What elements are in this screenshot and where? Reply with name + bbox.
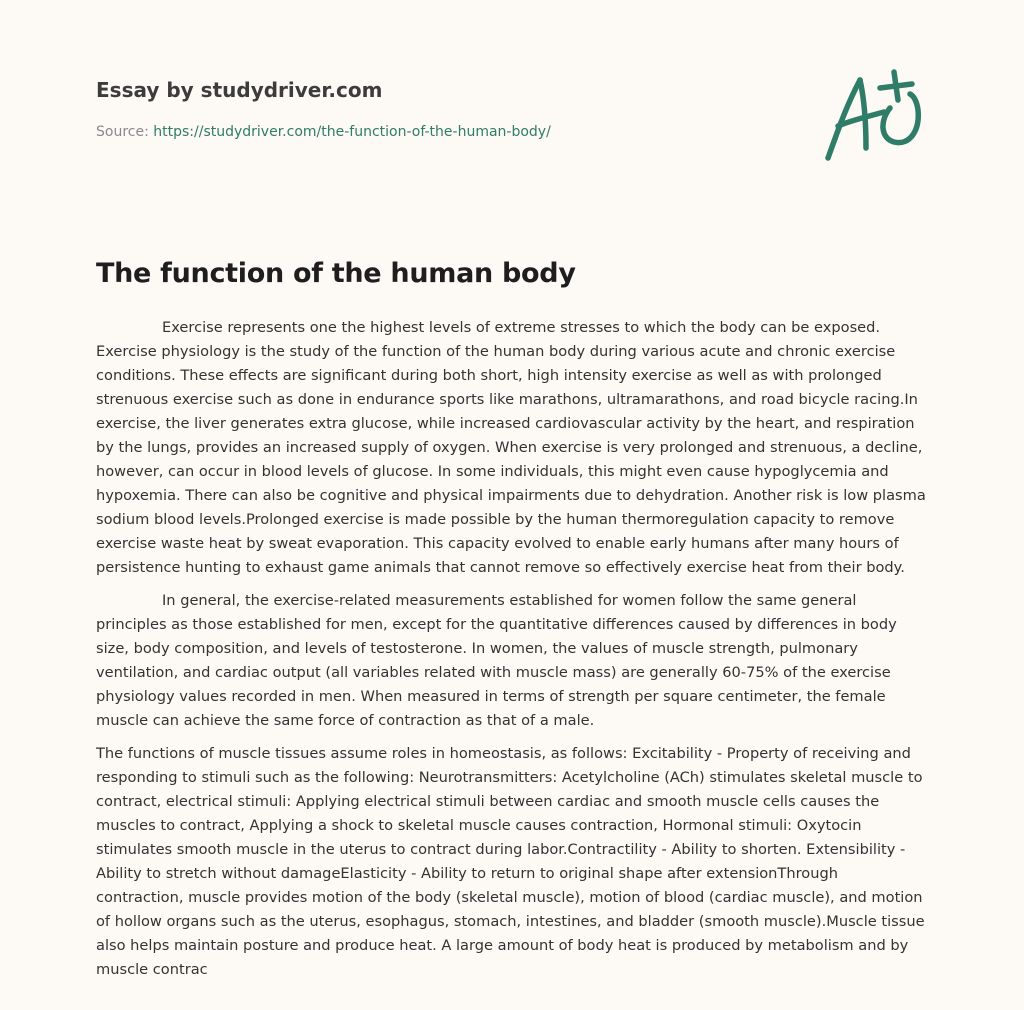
source-line [96, 122, 796, 142]
essay-body [96, 316, 930, 991]
essay-paragraph-3: The functions of muscle tissues assume roles in homeostasis, as follows: Excitability - Property of receiving and responding to stimuli such as the following: Neurotransmitters: Acetylcholine (ACh) stimulates skeletal muscle to contract, electrical stimuli: Applying electrical stimuli between cardiac and smooth muscle cells causes the muscles to contract, Applying a shock to skeletal muscle causes contraction, Hormonal stimuli: Oxytocin stimulates smooth muscle in the uterus to contract during labor.Contractility - Ability to shorten. Extensibility - Ability to stretch without damageElasticity - Ability to return to original shape after extensionThrough contraction, muscle provides motion of the body (skeletal muscle), motion of blood (cardiac muscle), and motion of hollow organs such as the uterus, esophagus, stomach, intestines, and bladder (smooth muscle).Muscle tissue also helps maintain posture and produce heat. A large amount of body heat is produced by metabolism and by muscle contrac [96, 745, 925, 978]
essay-site-title: Essay by studydriver.com [96, 78, 383, 102]
a-plus-logo [818, 66, 930, 166]
essay-paragraph-1: Exercise represents one the highest levels of extreme stresses to which the body can be exposed. Exercise physiology is the study of the function of the human body during various acute and chronic exercise conditions. These effects are significant during both short, high intensity exercise as well as with prolonged strenuous exercise such as done in endurance sports like marathons, ultramarathons, and road bicycle racing.In exercise, the liver generates extra glucose, while increased cardiovascular activity by the heart, and respiration by the lungs, provides an increased supply of oxygen. When exercise is very prolonged and strenuous, a decline, however, can occur in blood levels of glucose. In some individuals, this might even cause hypoglycemia and hypoxemia. There can also be cognitive and physical impairments due to dehydration. Another risk is low plasma sodium blood levels.Prolonged exercise is made possible by the human thermoregulation capacity to remove exercise waste heat by sweat evaporation. This capacity evolved to enable early humans after many hours of persistence hunting to exhaust game animals that cannot remove so effectively exercise heat from their body. [96, 319, 926, 576]
essay-paragraph-2: In general, the exercise-related measurements established for women follow the same general principles as those established for men, except for the quantitative differences caused by differences in body size, body composition, and levels of testosterone. In women, the values of muscle strength, pulmonary ventilation, and cardiac output (all variables related with muscle mass) are generally 60-75% of the exercise physiology values recorded in men. When measured in terms of strength per square centimeter, the female muscle can achieve the same force of contraction as that of a male. [96, 592, 897, 729]
essay-title: The function of the human body [96, 258, 576, 289]
source-link[interactable]: https://studydriver.com/the-function-of-the-human-body/ [153, 124, 551, 140]
essay-header [96, 76, 796, 142]
source-label: Source: [96, 124, 154, 140]
a-plus-logo-icon [818, 66, 930, 166]
